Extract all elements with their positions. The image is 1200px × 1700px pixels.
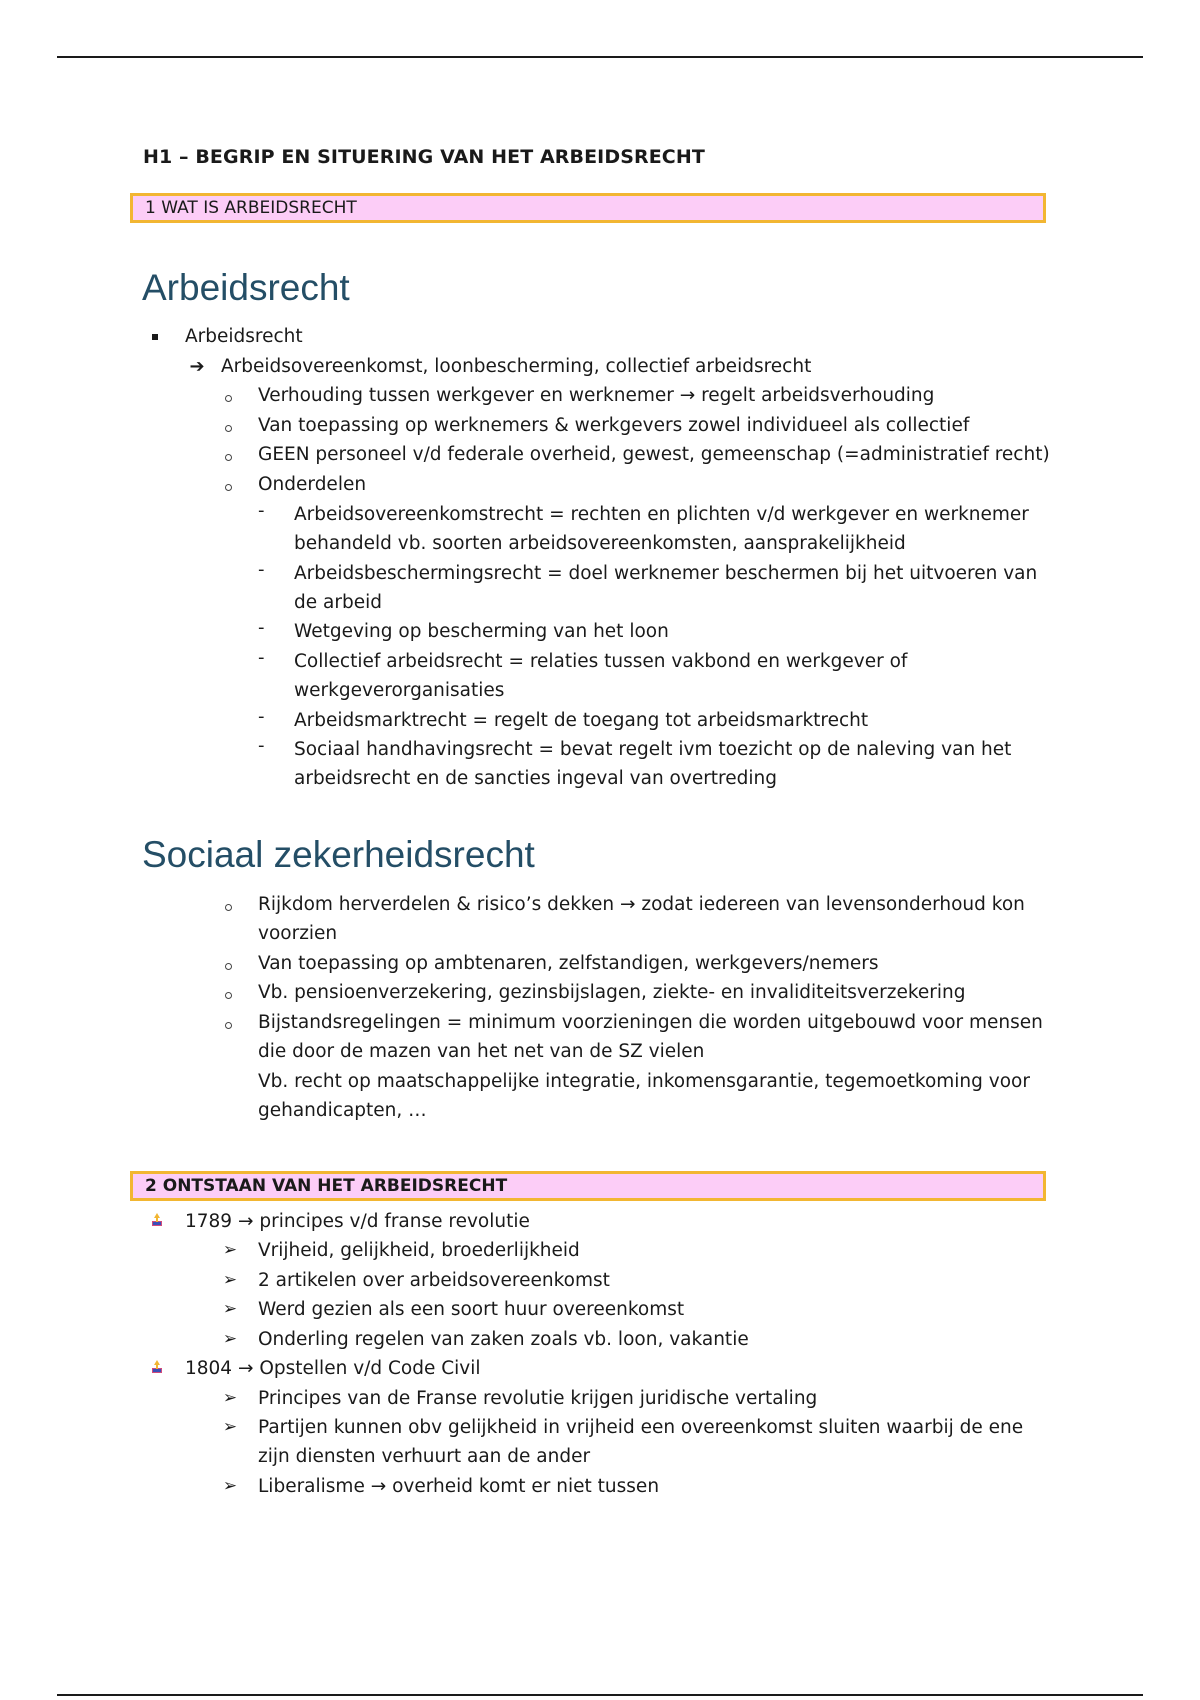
circle-list-item: Rijkdom herverdelen & risico’s dekken → zodat iedereen van levensonderhoud kon [258, 894, 1025, 915]
dash-bullet: - [258, 735, 265, 756]
timeline-sub-item-cont: zijn diensten verhuurt aan de ander [258, 1446, 591, 1467]
arrowhead-bullet-icon: ➢ [222, 1299, 238, 1319]
dash-list-item-cont: werkgeverorganisaties [294, 680, 505, 701]
arrowhead-bullet-icon: ➢ [222, 1388, 238, 1408]
timeline-sub-item: Werd gezien als een soort huur overeenkomst [258, 1299, 685, 1320]
timeline-sub-item: 2 artikelen over arbeidsovereenkomst [258, 1270, 610, 1291]
arrow-list-item: Arbeidsovereenkomst, loonbescherming, collectief arbeidsrecht [221, 356, 812, 377]
circle-list-item-cont: gehandicapten, … [258, 1100, 427, 1121]
pushpin-icon [149, 1359, 165, 1375]
subheading-arbeidsrecht: Arbeidsrecht [142, 267, 350, 308]
square-bullet-icon [152, 334, 158, 340]
section-heading-2: 2 ONTSTAAN VAN HET ARBEIDSRECHT [130, 1171, 1046, 1201]
arrow-right-icon: ➔ [189, 356, 205, 377]
timeline-sub-item: Onderling regelen van zaken zoals vb. loon, vakantie [258, 1329, 749, 1350]
dash-list-item: Collectief arbeidsrecht = relaties tussen vakbond en werkgever of [294, 651, 908, 672]
top-rule [57, 56, 1143, 58]
dash-list-item: Arbeidsmarktrecht = regelt de toegang tot arbeidsmarktrecht [294, 710, 869, 731]
timeline-item-title: 1804 → Opstellen v/d Code Civil [185, 1358, 481, 1379]
circle-list-item: Vb. pensioenverzekering, gezinsbijslagen, ziekte- en invaliditeitsverzekering [258, 982, 966, 1003]
dash-list-item: Wetgeving op bescherming van het loon [294, 621, 669, 642]
arrowhead-bullet-icon: ➢ [222, 1476, 238, 1496]
circle-list-item: GEEN personeel v/d federale overheid, gewest, gemeenschap (=administratief recht) [258, 444, 1050, 465]
page-title: H1 – BEGRIP EN SITUERING VAN HET ARBEIDSRECHT [143, 146, 705, 168]
dash-list-item: Arbeidsovereenkomstrecht = rechten en plichten v/d werkgever en werknemer [294, 504, 1029, 525]
arrowhead-bullet-icon: ➢ [222, 1270, 238, 1290]
dash-bullet: - [258, 706, 265, 727]
circle-bullet-icon [225, 904, 232, 911]
circle-bullet-icon [225, 963, 232, 970]
dash-list-item: Arbeidsbeschermingsrecht = doel werknemer beschermen bij het uitvoeren van [294, 563, 1038, 584]
circle-list-item: Verhouding tussen werkgever en werknemer → regelt arbeidsverhouding [258, 385, 935, 406]
list-item-main: Arbeidsrecht [185, 326, 303, 347]
circle-bullet-icon [225, 1022, 232, 1029]
timeline-sub-item: Vrijheid, gelijkheid, broederlijkheid [258, 1240, 580, 1261]
circle-list-item: Van toepassing op ambtenaren, zelfstandigen, werkgevers/nemers [258, 953, 879, 974]
circle-bullet-icon [225, 454, 232, 461]
arrowhead-bullet-icon: ➢ [222, 1240, 238, 1260]
dash-list-item: Sociaal handhavingsrecht = bevat regelt ivm toezicht op de naleving van het [294, 739, 1012, 760]
timeline-item-title: 1789 → principes v/d franse revolutie [185, 1211, 530, 1232]
bottom-rule [57, 1694, 1143, 1696]
circle-list-item-cont: Vb. recht op maatschappelijke integratie, inkomensgarantie, tegemoetkoming voor [258, 1071, 1030, 1092]
circle-bullet-icon [225, 992, 232, 999]
dash-bullet: - [258, 500, 265, 521]
circle-list-item-cont: voorzien [258, 923, 338, 944]
pushpin-icon [149, 1212, 165, 1228]
dash-list-item-cont: de arbeid [294, 592, 382, 613]
circle-list-item: Van toepassing op werknemers & werkgevers zowel individueel als collectief [258, 415, 970, 436]
circle-list-item: Bijstandsregelingen = minimum voorzieningen die worden uitgebouwd voor mensen [258, 1012, 1043, 1033]
dash-list-item-cont: arbeidsrecht en de sancties ingeval van overtreding [294, 768, 777, 789]
timeline-sub-item: Liberalisme → overheid komt er niet tussen [258, 1476, 660, 1497]
dash-bullet: - [258, 617, 265, 638]
dash-bullet: - [258, 647, 265, 668]
subheading-sociaal-zekerheidsrecht: Sociaal zekerheidsrecht [142, 834, 535, 875]
dash-list-item-cont: behandeld vb. soorten arbeidsovereenkomsten, aansprakelijkheid [294, 533, 906, 554]
dash-bullet: - [258, 559, 265, 580]
circle-bullet-icon [225, 395, 232, 402]
timeline-sub-item: Partijen kunnen obv gelijkheid in vrijheid een overeenkomst sluiten waarbij de ene [258, 1417, 1024, 1438]
circle-bullet-icon [225, 425, 232, 432]
section-heading-1: 1 WAT IS ARBEIDSRECHT [130, 193, 1046, 223]
circle-list-item: Onderdelen [258, 474, 367, 495]
circle-list-item-cont: die door de mazen van het net van de SZ vielen [258, 1041, 705, 1062]
arrowhead-bullet-icon: ➢ [222, 1329, 238, 1349]
circle-bullet-icon [225, 484, 232, 491]
timeline-sub-item: Principes van de Franse revolutie krijgen juridische vertaling [258, 1388, 818, 1409]
arrowhead-bullet-icon: ➢ [222, 1417, 238, 1437]
